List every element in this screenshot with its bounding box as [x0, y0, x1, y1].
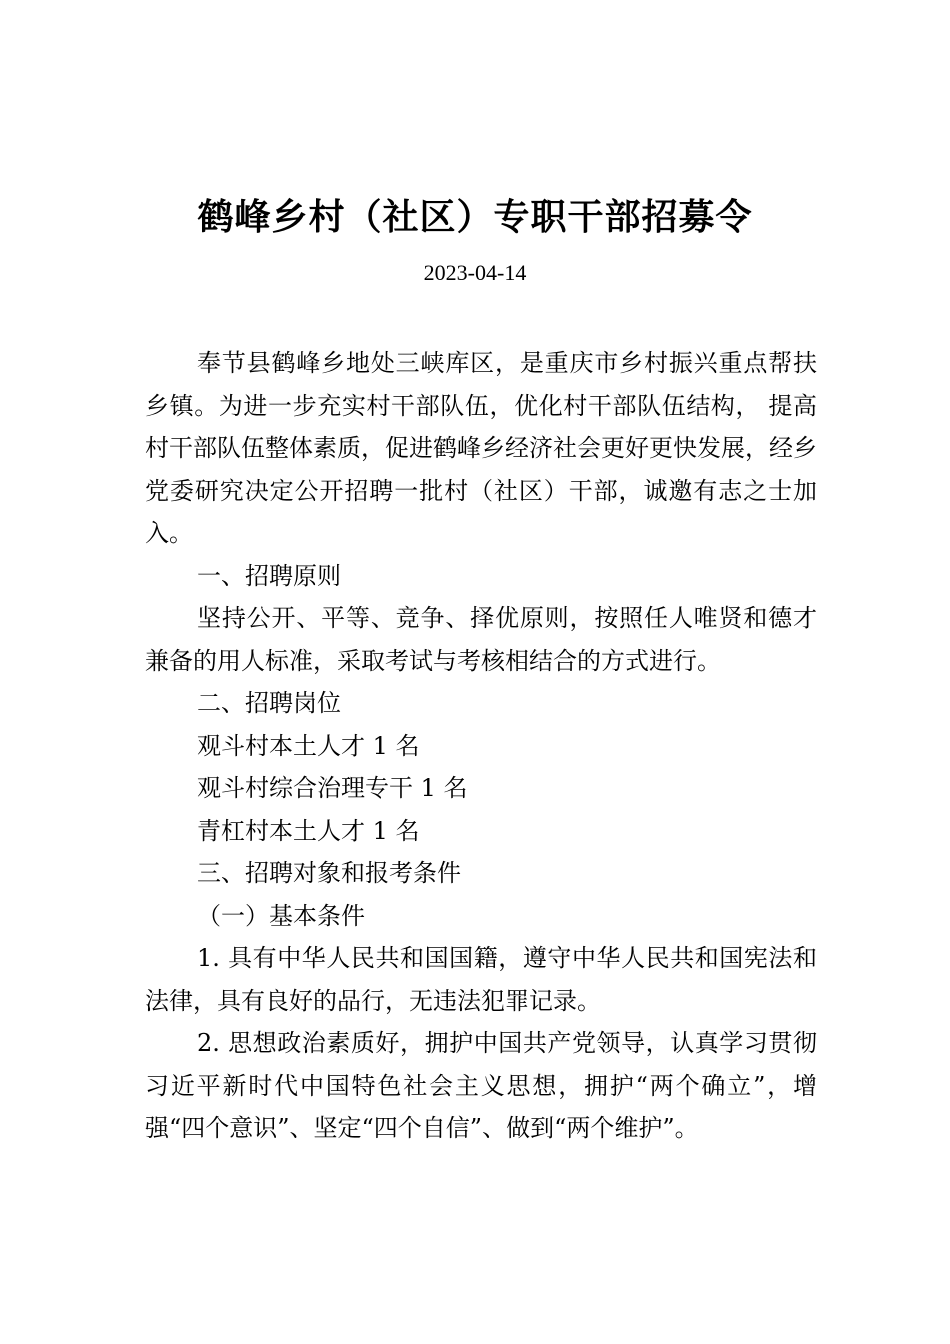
document-date: 2023-04-14 — [423, 260, 527, 285]
position-item: 观斗村本土人才 1 名 — [197, 731, 420, 760]
document-body — [145, 342, 817, 1150]
principles-paragraph: 坚持公开、平等、竞争、择优原则，按照任人唯贤和德才兼备的用人标准，采取考试与考核相结合的方式进行。 — [145, 604, 817, 675]
subsection-heading-basic: （一）基本条件 — [197, 901, 365, 930]
section-heading-positions: 二、招聘岗位 — [197, 689, 341, 717]
section-heading-principles: 一、招聘原则 — [197, 561, 341, 590]
condition-item: 2. 思想政治素质好，拥护中国共产党领导，认真学习贯彻习近平新时代中国特色社会主义思想，拥护“两个确立”，增强“四个意识”、坚定“四个自信”、做到“两个维护”。 — [145, 1029, 817, 1142]
position-item: 观斗村综合治理专干 1 名 — [197, 774, 468, 802]
document-title: 鹤峰乡村（社区）专职干部招募令 — [197, 197, 753, 238]
condition-item: 1. 具有中华人民共和国国籍，遵守中华人民共和国宪法和法律，具有良好的品行，无违法犯罪记录。 — [145, 944, 817, 1015]
intro-paragraph: 奉节县鹤峰乡地处三峡库区，是重庆市乡村振兴重点帮扶乡镇。为进一步充实村干部队伍，优化村干部队伍结构， 提高村干部队伍整体素质，促进鹤峰乡经济社会更好更快发展，经乡党委研究决定公开招聘一批村（社区）干部，诚邀有志之士加入。 — [145, 349, 817, 547]
section-heading-eligibility: 三、招聘对象和报考条件 — [197, 859, 461, 887]
position-item: 青杠村本土人才 1 名 — [197, 816, 420, 845]
